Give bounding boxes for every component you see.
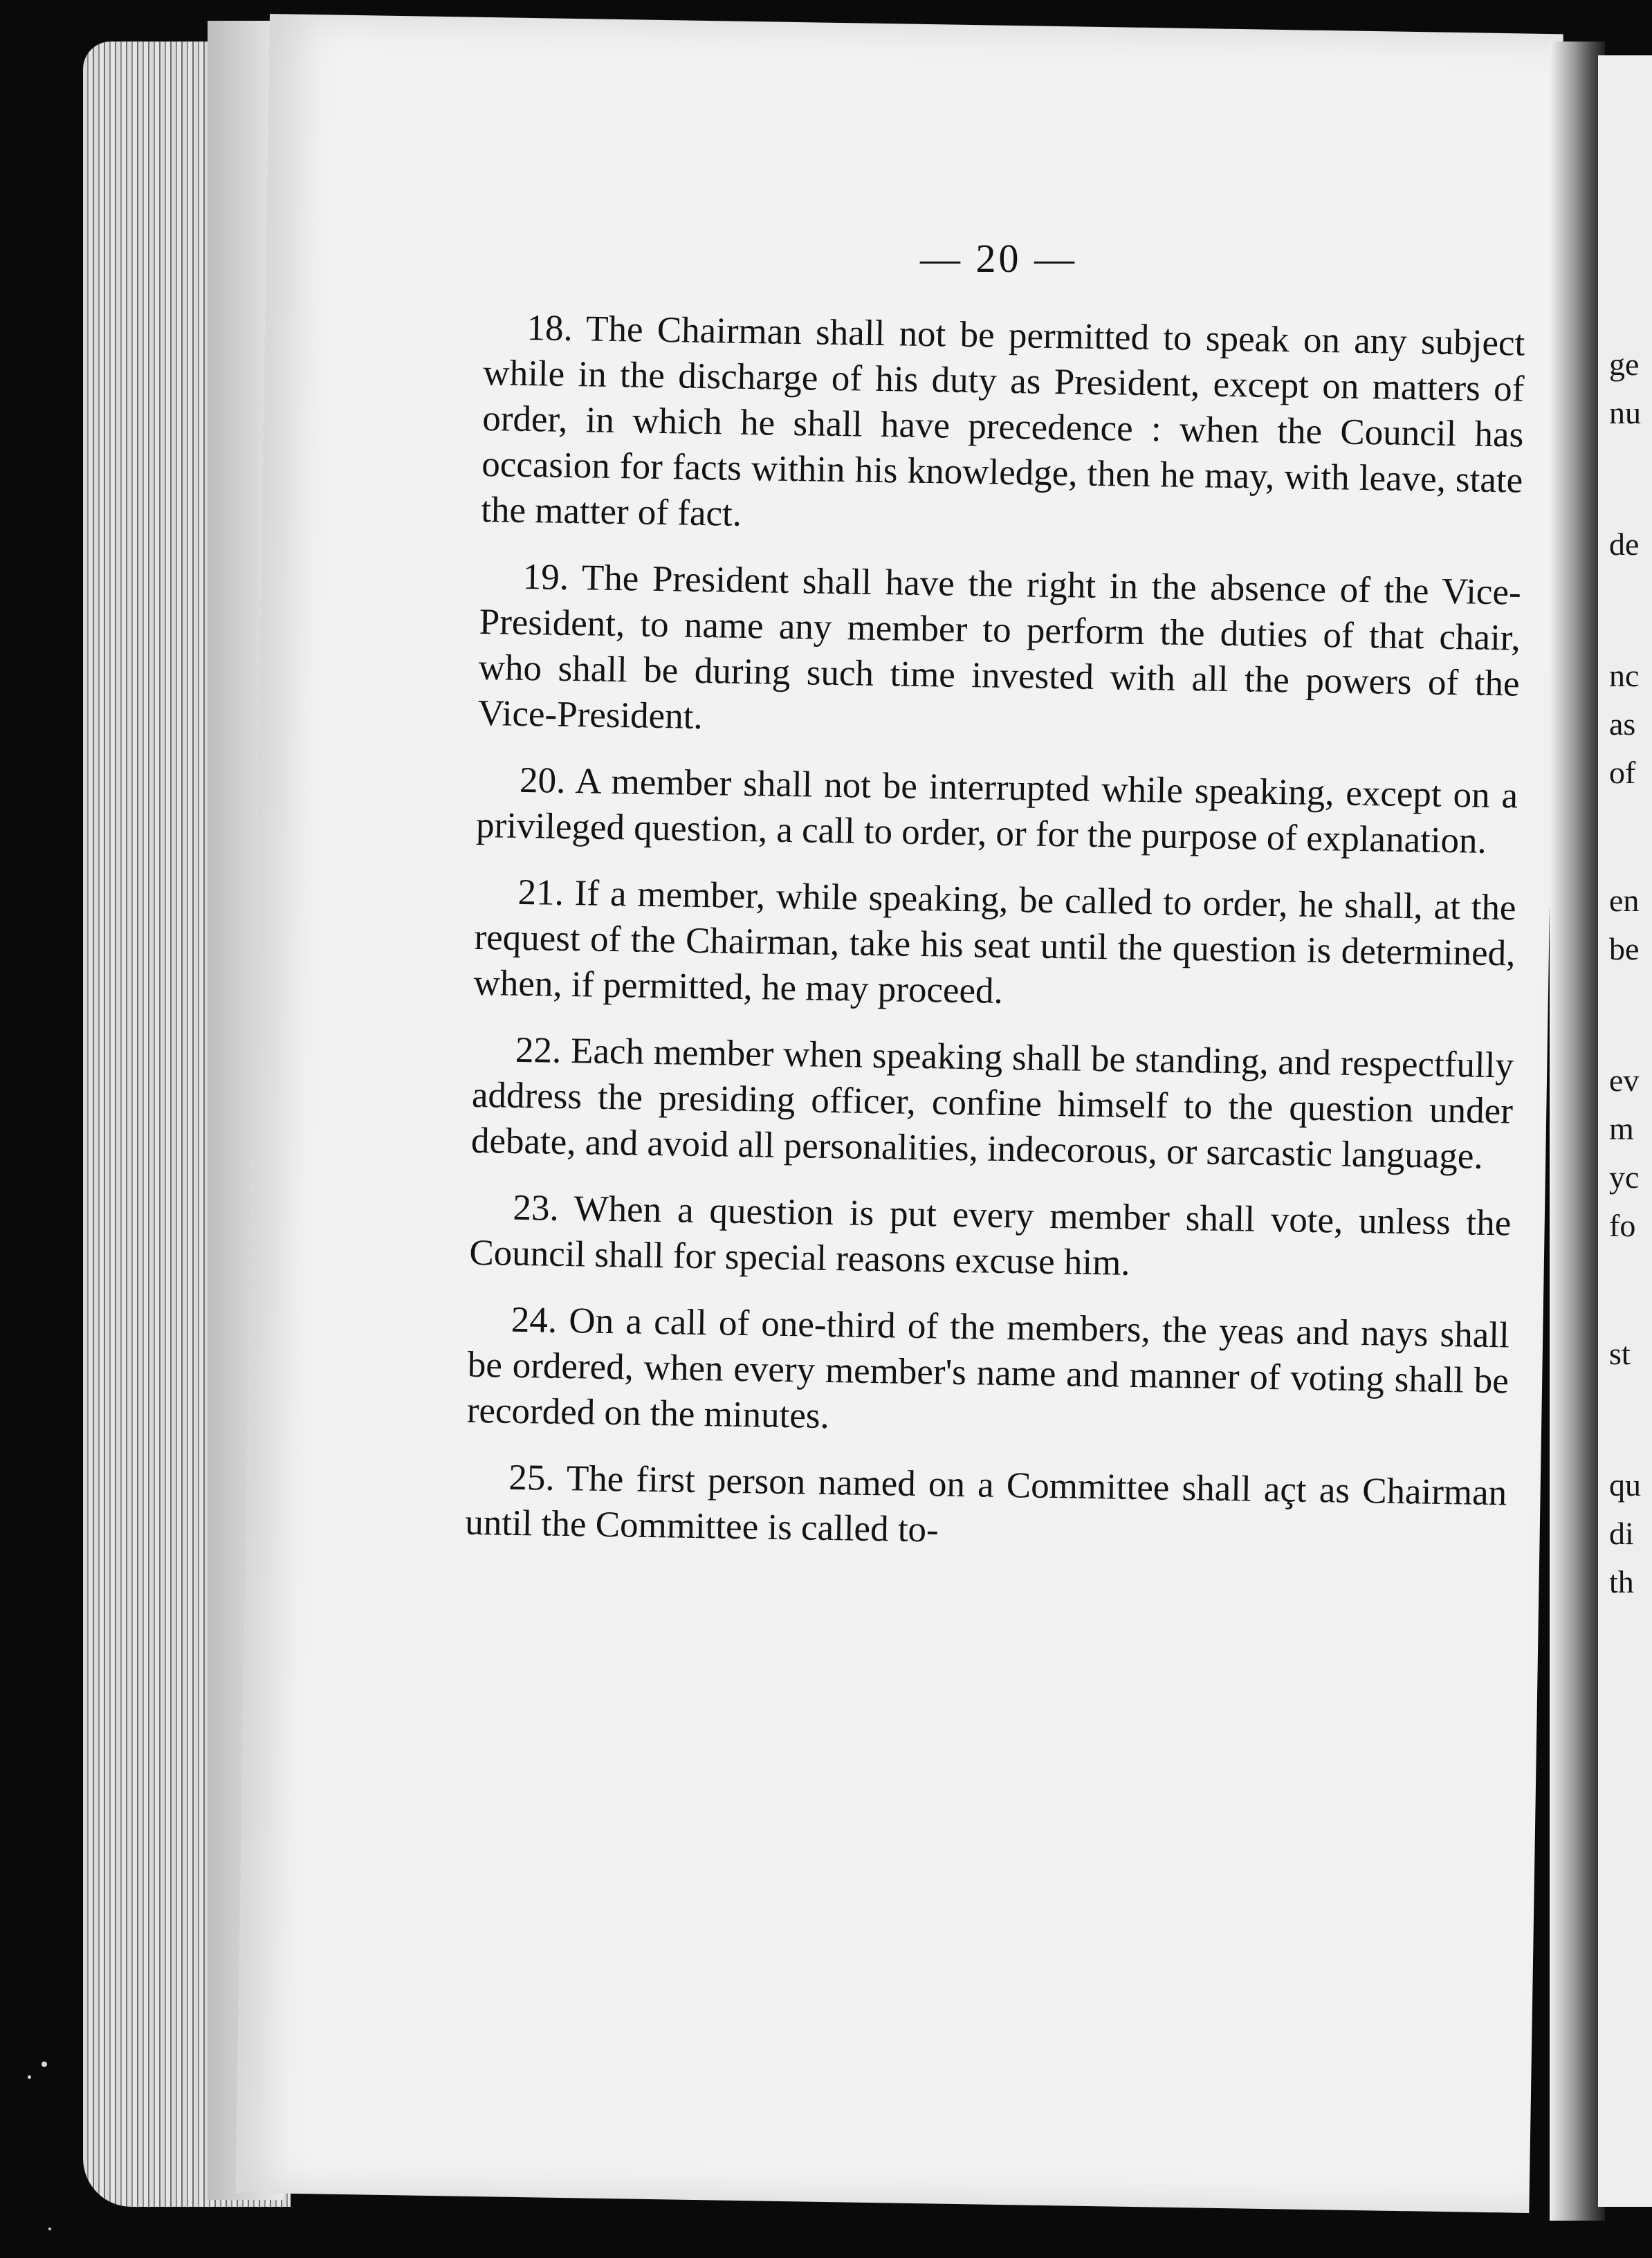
facing-fragment: of <box>1609 755 1636 790</box>
page-number: — 20 — <box>920 236 1077 281</box>
facing-fragment: de <box>1609 526 1640 562</box>
dust-speck <box>48 2228 51 2230</box>
facing-fragment: yc <box>1609 1159 1640 1195</box>
facing-fragment: be <box>1609 931 1640 966</box>
facing-fragment: ev <box>1609 1063 1640 1098</box>
facing-fragment: fo <box>1609 1208 1636 1243</box>
rule-paragraph: 22. Each member when speaking shall be standing, and respectfully address the presiding officer, confine himself to the question under debate, and avoid all personalities, indecorous, or sarcastic language. <box>470 1029 1514 1177</box>
facing-fragment: en <box>1609 883 1640 918</box>
rule-paragraph: 18. The Chairman shall not be permitted to speak on any subject while in the discharge of his duty as President, except on matters of order, in which he shall have precedence : when the Council has occasion for facts within his knowledge, then he may, with leave, state the matter of fact. <box>480 307 1525 534</box>
rule-paragraph: 25. The first person named on a Committee shall açt as Chairman until the Committee is called to- <box>464 1457 1507 1550</box>
rule-paragraph: 20. A member shall not be interrupted while speaking, except on a privileged question, a call to order, or for the purpose of explanation. <box>475 760 1518 861</box>
facing-fragment: qu <box>1609 1467 1641 1503</box>
dust-speck <box>42 2062 47 2067</box>
book-gutter <box>1550 42 1605 2221</box>
rule-paragraph: 24. On a call of one-third of the members, the yeas and nays shall be ordered, when every member's name and manner of voting shall be recorded on the minutes. <box>466 1299 1510 1437</box>
facing-fragment: as <box>1609 706 1636 742</box>
dust-speck <box>28 2075 31 2079</box>
rule-paragraph: 23. When a question is put every member shall vote, unless the Council shall for special reasons excuse him. <box>469 1187 1512 1283</box>
facing-fragment: st <box>1609 1336 1631 1371</box>
facing-fragment: di <box>1609 1516 1634 1551</box>
rule-paragraph: 19. The President shall have the right in the absence of the Vice-President, to name any member to perform the duties of that chair, who shall be during such time invested with all the powers of the Vice-President. <box>477 556 1522 737</box>
facing-fragment: nu <box>1609 395 1641 430</box>
facing-fragment: th <box>1609 1564 1634 1599</box>
rule-paragraph: 21. If a member, while speaking, be called to order, he shall, at the request of the Chairman, take his seat until the question is determined, when, if permitted, he may proceed. <box>473 872 1516 1011</box>
facing-fragment: nc <box>1609 658 1640 693</box>
rules-text <box>464 304 1525 1582</box>
facing-fragment: m <box>1609 1111 1634 1146</box>
facing-page <box>1598 55 1652 2207</box>
facing-fragment: ge <box>1609 347 1640 382</box>
